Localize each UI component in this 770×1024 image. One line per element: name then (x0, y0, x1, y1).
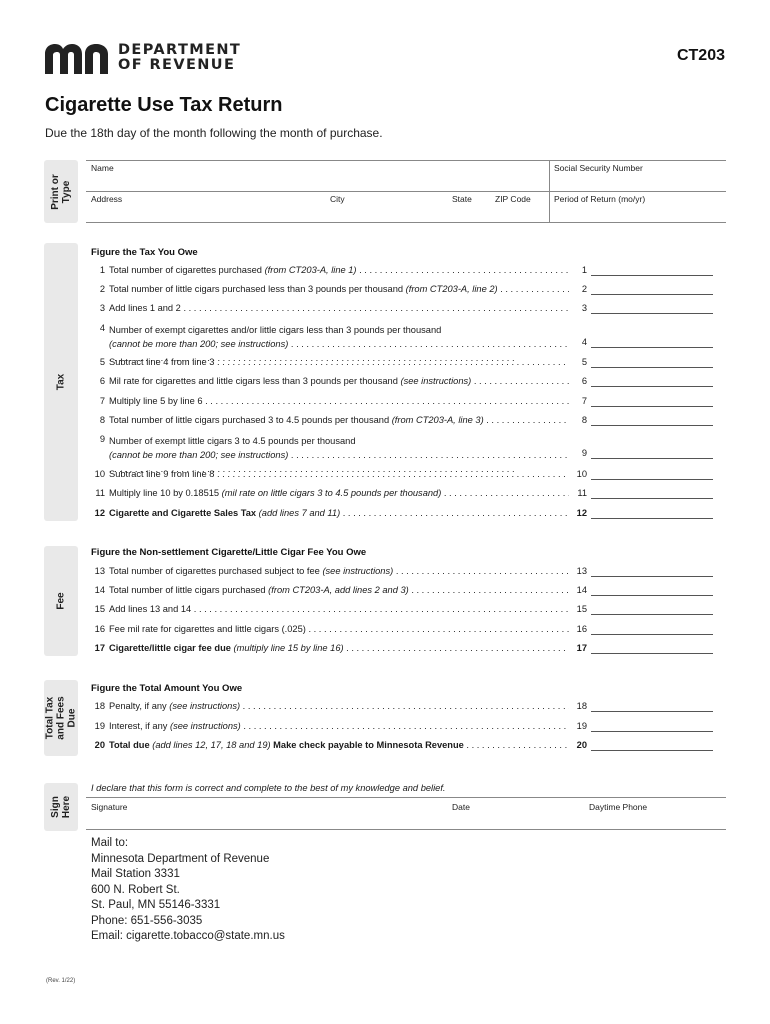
sign-bottom-rule (86, 829, 726, 830)
agency-name (118, 43, 241, 73)
line-ref: 15 (569, 604, 587, 614)
declaration-text: I declare that this form is correct and complete to the best of my knowledge and belief. (91, 783, 446, 793)
line-ref: 7 (569, 396, 587, 406)
name-field[interactable]: Name (91, 163, 114, 173)
line-1-amount-field[interactable] (591, 275, 713, 276)
line-text: Mil rate for cigarettes and little cigars less than 3 pounds per thousand (see instructions) . . . (109, 376, 575, 386)
line-text: Add lines 13 and 14 . . . (109, 604, 575, 614)
line-5-amount-field[interactable] (591, 367, 713, 368)
line-number: 5 (99, 357, 105, 367)
line-text: Total number of little cigars purchased 3 to 4.5 pounds per thousand (from CT203-A, line 3) . . . (109, 415, 575, 425)
mail-line: Mail Station 3331 (91, 868, 180, 880)
tab-fee (44, 546, 78, 656)
line-2-amount-field[interactable] (591, 294, 713, 295)
line-ref: 13 (569, 566, 587, 576)
revision-date: (Rev. 1/22) (46, 978, 76, 984)
line-3-amount-field[interactable] (591, 313, 713, 314)
section-total-heading: Figure the Total Amount You Owe (91, 683, 243, 694)
line-ref: 1 (569, 265, 587, 275)
state-field[interactable]: State (452, 194, 472, 204)
line-text: Cigarette and Cigarette Sales Tax (add lines 7 and 11) . . . (109, 508, 575, 518)
line-ref: 10 (569, 469, 587, 479)
tax-line-11 (91, 488, 713, 502)
line-text: Fee mil rate for cigarettes and little cigars (.025) . . . (109, 624, 575, 634)
fee-line-14 (91, 585, 713, 599)
line-10-amount-field[interactable] (591, 479, 713, 480)
line-number: 4 (99, 323, 105, 333)
line-number: 19 (94, 721, 105, 731)
line-text: Multiply line 5 by line 6 . . . (109, 396, 575, 406)
line-text: Subtract line 4 from line 3 . . . (109, 357, 575, 367)
mailing-address (91, 836, 285, 945)
fee-line-17 (91, 643, 713, 657)
tax-line-9 (91, 434, 713, 462)
line-number: 20 (94, 740, 105, 750)
line-13-amount-field[interactable] (591, 576, 713, 577)
tab-tax-label: Tax (55, 373, 67, 391)
mail-line: Minnesota Department of Revenue (91, 852, 270, 865)
tax-line-5 (91, 357, 713, 371)
line-text: Multiply line 10 by 0.18515 (mil rate on little cigars 3 to 4.5 pounds per thousand) . . . (109, 488, 575, 498)
line-number: 6 (99, 376, 105, 386)
line-ref: 17 (569, 643, 587, 653)
line-text: Total number of cigarettes purchased (from CT203-A, line 1) . . . (109, 265, 575, 275)
line-12-amount-field[interactable] (591, 518, 713, 519)
mn-logo-icon (45, 44, 111, 74)
form-title: Cigarette Use Tax Return (45, 94, 283, 116)
line-text: Total number of little cigars purchased (from CT203-A, add lines 2 and 3) . . . (109, 585, 575, 595)
tax-line-12 (91, 508, 713, 522)
tab-print-label: Print or Type (50, 173, 72, 210)
id-top-rule (86, 160, 726, 161)
address-field[interactable]: Address (91, 194, 123, 204)
form-subtitle: Due the 18th day of the month following the month of purchase. (45, 126, 383, 140)
line-ref: 20 (569, 740, 587, 750)
fee-line-15 (91, 604, 713, 618)
line-20-amount-field[interactable] (591, 750, 713, 751)
tax-line-6 (91, 376, 713, 390)
tab-total-label: Total Tax and Fees Due (44, 696, 78, 740)
line-ref: 9 (569, 448, 587, 458)
zip-field[interactable]: ZIP Code (495, 194, 531, 204)
line-ref: 16 (569, 624, 587, 634)
line-16-amount-field[interactable] (591, 634, 713, 635)
tax-line-4 (91, 323, 713, 351)
tax-line-1 (91, 265, 713, 279)
line-ref: 11 (569, 488, 587, 498)
line-ref: 6 (569, 376, 587, 386)
line-ref: 19 (569, 721, 587, 731)
line-ref: 5 (569, 357, 587, 367)
form-id: CT203 (676, 47, 725, 64)
line-number: 18 (94, 701, 105, 711)
section-tax-heading: Figure the Tax You Owe (91, 247, 198, 258)
line-9-amount-field[interactable] (591, 458, 713, 459)
line-number: 10 (94, 469, 105, 479)
agency-line-2: OF REVENUE (118, 57, 236, 73)
fee-line-13 (91, 566, 713, 580)
line-text: Total number of little cigars purchased less than 3 pounds per thousand (from CT203-A, line 2) . . . (109, 284, 575, 294)
period-field[interactable]: Period of Return (mo/yr) (554, 194, 646, 204)
id-divider (549, 160, 550, 222)
line-ref: 4 (569, 337, 587, 347)
tab-tax (44, 243, 78, 521)
tab-sign-label: Sign Here (50, 795, 72, 819)
line-text: Penalty, if any (see instructions) . . . (109, 701, 575, 711)
line-number: 3 (99, 303, 105, 313)
total-line-20 (91, 740, 713, 754)
city-field[interactable]: City (330, 194, 345, 204)
line-11-amount-field[interactable] (591, 498, 713, 499)
tab-fee-label: Fee (55, 592, 67, 610)
sign-top-rule (86, 797, 726, 798)
line-text: Total due (add lines 12, 17, 18 and 19) Make check payable to Minnesota Revenue . . . (109, 740, 575, 750)
line-text: Total number of cigarettes purchased subject to fee (see instructions) . . . (109, 566, 575, 576)
line-17-amount-field[interactable] (591, 653, 713, 654)
line-ref: 2 (569, 284, 587, 294)
line-15-amount-field[interactable] (591, 614, 713, 615)
line-4-amount-field[interactable] (591, 347, 713, 348)
line-8-amount-field[interactable] (591, 425, 713, 426)
line-ref: 18 (569, 701, 587, 711)
mail-line: Phone: 651-556-3035 (91, 914, 203, 927)
line-number: 9 (99, 434, 105, 444)
line-14-amount-field[interactable] (591, 595, 713, 596)
date-field[interactable]: Date (452, 802, 470, 812)
line-text: Number of exempt cigarettes and/or little cigars less than 3 pounds per thousand (cannot be more than 200; see instructions) . . . (109, 323, 575, 365)
tax-line-10 (91, 469, 713, 483)
tab-total-tax (44, 680, 78, 756)
mail-line: 600 N. Robert St. (91, 883, 180, 896)
line-number: 17 (94, 643, 105, 653)
line-number: 1 (99, 265, 105, 275)
line-ref: 12 (569, 508, 587, 518)
line-number: 12 (94, 508, 105, 518)
section-fee-heading: Figure the Non-settlement Cigarette/Little Cigar Fee You Owe (91, 547, 367, 558)
tab-print-or-type (44, 160, 78, 223)
line-number: 7 (99, 396, 105, 406)
line-text: Interest, if any (see instructions) . . . (109, 721, 575, 731)
agency-line-1: DEPARTMENT (118, 42, 242, 58)
line-text: Add lines 1 and 2 . . . (109, 303, 575, 313)
line-text: Subtract line 9 from line 8 . . . (109, 469, 575, 479)
tax-line-2 (91, 284, 713, 298)
fee-line-16 (91, 624, 713, 638)
tax-line-7 (91, 396, 713, 410)
line-7-amount-field[interactable] (591, 406, 713, 407)
line-19-amount-field[interactable] (591, 731, 713, 732)
total-line-19 (91, 721, 713, 735)
id-mid-rule (86, 191, 726, 192)
line-number: 14 (94, 585, 105, 595)
tax-line-8 (91, 415, 713, 429)
id-bottom-rule (86, 222, 726, 223)
line-number: 15 (94, 604, 105, 614)
line-ref: 3 (569, 303, 587, 313)
line-ref: 8 (569, 415, 587, 425)
line-6-amount-field[interactable] (591, 386, 713, 387)
line-text: Number of exempt little cigars 3 to 4.5 pounds per thousand (cannot be more than 200; see instructions) . . . (109, 434, 575, 476)
line-number: 11 (95, 488, 105, 498)
ssn-field[interactable]: Social Security Number (554, 163, 643, 173)
line-number: 8 (99, 415, 105, 425)
mail-line: St. Paul, MN 55146-3331 (91, 899, 221, 911)
mail-line: Mail to: (91, 837, 129, 849)
tax-line-3 (91, 303, 713, 317)
line-number: 16 (94, 624, 105, 634)
mail-email: Email: cigarette.tobacco@state.mn.us (91, 930, 285, 942)
line-ref: 14 (569, 585, 587, 595)
total-line-18 (91, 701, 713, 715)
line-number: 2 (99, 284, 105, 294)
daytime-phone-field[interactable]: Daytime Phone (589, 802, 648, 812)
line-number: 13 (94, 566, 105, 576)
tab-sign-here (44, 783, 78, 831)
signature-field[interactable]: Signature (91, 802, 128, 812)
line-18-amount-field[interactable] (591, 711, 713, 712)
line-text: Cigarette/little cigar fee due (multiply line 15 by line 16) . . . (109, 643, 575, 653)
